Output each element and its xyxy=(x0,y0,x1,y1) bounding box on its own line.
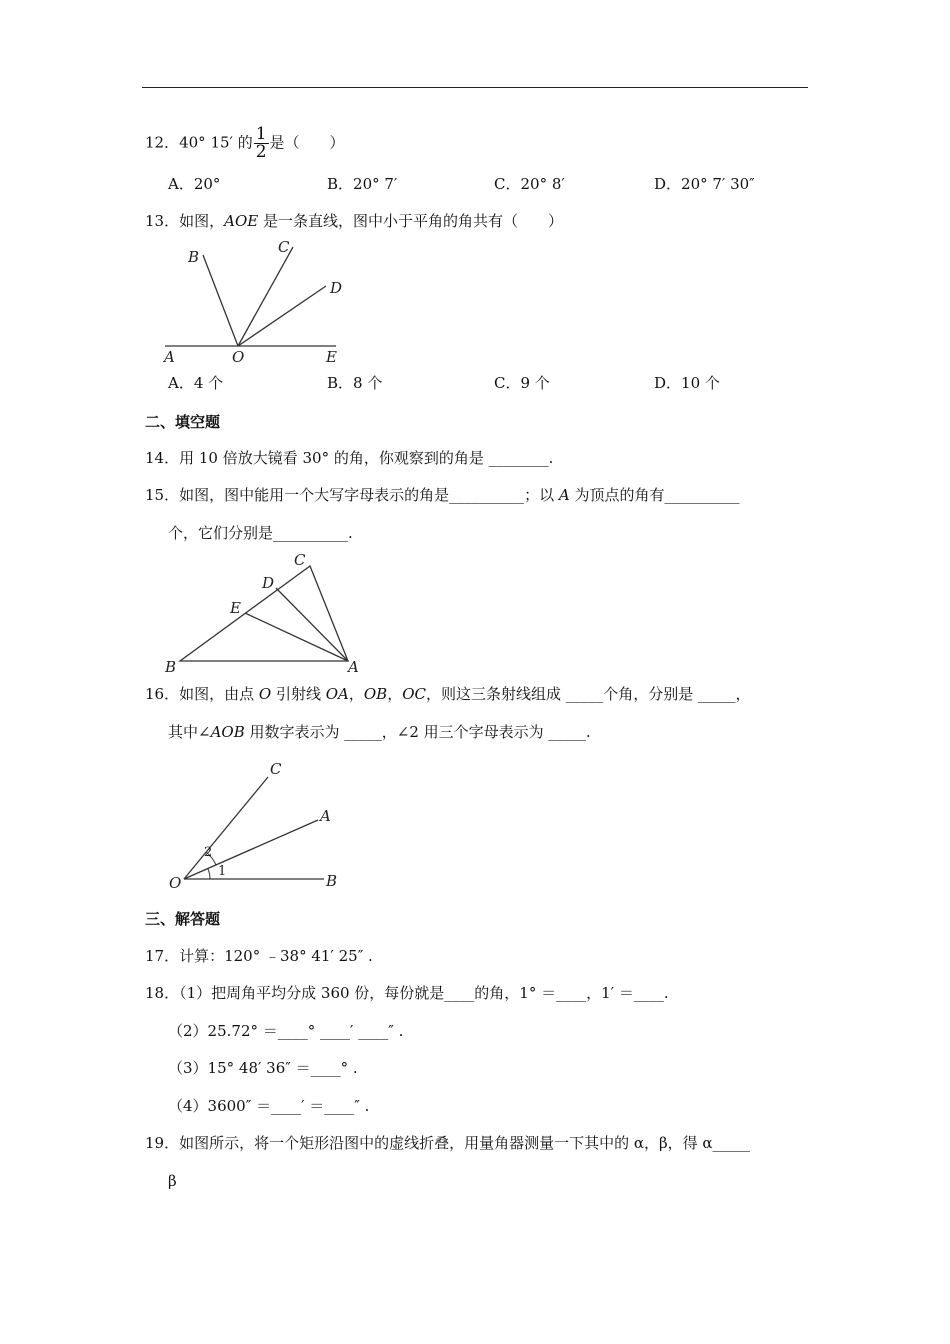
q16-comma-2: ， xyxy=(387,685,403,703)
label-angle-1: 1 xyxy=(218,864,227,879)
q18-part1: 18．（1）把周角平均分成 360 份，每份就是____的角，1° ＝____，1′ ＝____. xyxy=(145,984,669,1002)
q13-stem xyxy=(145,211,563,231)
label-b: B xyxy=(188,248,200,266)
label-b: B xyxy=(326,872,338,890)
q16-text-e: 用数字表示为 _____，∠2 用三个字母表示为 _____. xyxy=(244,723,591,741)
label-c: C xyxy=(294,551,306,569)
q15-text-b: 为顶点的角有__________ xyxy=(569,486,740,504)
q12-pre: 40° 15′ 的 xyxy=(179,133,253,152)
section-answer-heading: 三、解答题 xyxy=(145,910,221,928)
label-c: C xyxy=(278,238,290,256)
q16-text-d: 其中∠ xyxy=(168,723,211,741)
q15-text-a: 15．如图，图中能用一个大写字母表示的角是__________；以 xyxy=(145,486,559,504)
q16-figure xyxy=(160,755,360,895)
label-o: O xyxy=(169,874,182,892)
label-a: A xyxy=(320,807,331,825)
q13-option-c: C．9 个 xyxy=(494,374,550,392)
q18-part3: （3）15° 48′ 36″ ＝____° . xyxy=(168,1059,358,1077)
q14-stem: 14．用 10 倍放大镜看 30° 的角，你观察到的角是 ________. xyxy=(145,449,554,467)
q16-line1 xyxy=(145,684,751,704)
q19-line1: 19．如图所示，将一个矩形沿图中的虚线折叠，用量角器测量一下其中的 α，β，得 α_____ xyxy=(145,1134,751,1152)
q17-stem: 17．计算：120° ﹣38° 41′ 25″ . xyxy=(145,947,373,965)
q16-point-o: O xyxy=(258,685,272,703)
label-a: A xyxy=(164,348,175,366)
label-o: O xyxy=(232,348,245,366)
q13-number: 13． xyxy=(145,212,180,230)
q12-post: 是（ ） xyxy=(269,133,345,152)
q13-pre: 如图， xyxy=(179,212,225,230)
ray-ob xyxy=(203,255,238,346)
q18-part2: （2）25.72° ＝____° ____′ ____″ . xyxy=(168,1022,404,1040)
q15-vertex-a: A xyxy=(558,486,570,504)
segment-ad xyxy=(276,588,348,661)
label-a: A xyxy=(348,658,359,676)
q13-option-d: D．10 个 xyxy=(654,374,720,392)
one-half-fraction xyxy=(254,126,269,161)
q12-option-a: A．20° xyxy=(168,175,221,193)
q19-line2: β xyxy=(168,1172,177,1190)
q13-post: 是一条直线，图中小于平角的角共有（ ） xyxy=(258,212,563,230)
angle-1-arc xyxy=(208,869,210,879)
section-fill-in-heading: 二、填空题 xyxy=(145,413,221,431)
q18-part4: （4）3600″ ＝____′ ＝____″ . xyxy=(168,1097,370,1115)
fraction-numerator: 1 xyxy=(255,124,267,144)
q16-ray-ob: OB xyxy=(363,685,388,703)
q16-ray-oc: OC xyxy=(402,685,426,703)
q12-option-d: D．20° 7′ 30″ xyxy=(654,175,755,193)
q12-option-c: C．20° 8′ xyxy=(494,175,565,193)
q15-figure xyxy=(160,548,370,676)
q13-option-a: A．4 个 xyxy=(168,374,224,392)
q12-number: 12． xyxy=(145,133,180,152)
q16-text-a: 16．如图，由点 xyxy=(145,685,259,703)
fraction-denominator: 2 xyxy=(255,142,267,162)
q16-text-b: 引射线 xyxy=(271,685,326,703)
q16-comma-1: ， xyxy=(348,685,364,703)
label-e: E xyxy=(230,599,241,617)
q15-line1 xyxy=(145,485,739,505)
q16-line2 xyxy=(168,722,591,742)
ray-oc xyxy=(238,247,293,346)
label-e: E xyxy=(326,348,337,366)
label-d: D xyxy=(262,574,275,592)
label-b: B xyxy=(165,658,177,676)
q13-figure xyxy=(160,236,350,366)
label-angle-2: 2 xyxy=(204,845,213,860)
header-rule xyxy=(142,87,808,88)
segment-ae xyxy=(245,613,348,661)
label-c: C xyxy=(270,760,282,778)
q13-option-b: B．8 个 xyxy=(327,374,383,392)
q16-ray-oa: OA xyxy=(325,685,349,703)
q16-angle-aob: AOB xyxy=(210,723,245,741)
q13-line-name: AOE xyxy=(224,212,259,230)
q16-text-c: ，则这三条射线组成 _____个角，分别是 _____， xyxy=(426,685,751,703)
q15-line2: 个，它们分别是__________. xyxy=(168,524,353,542)
q12-stem xyxy=(145,126,345,161)
label-d: D xyxy=(330,279,343,297)
ray-od xyxy=(238,286,326,346)
q12-option-b: B．20° 7′ xyxy=(327,175,398,193)
